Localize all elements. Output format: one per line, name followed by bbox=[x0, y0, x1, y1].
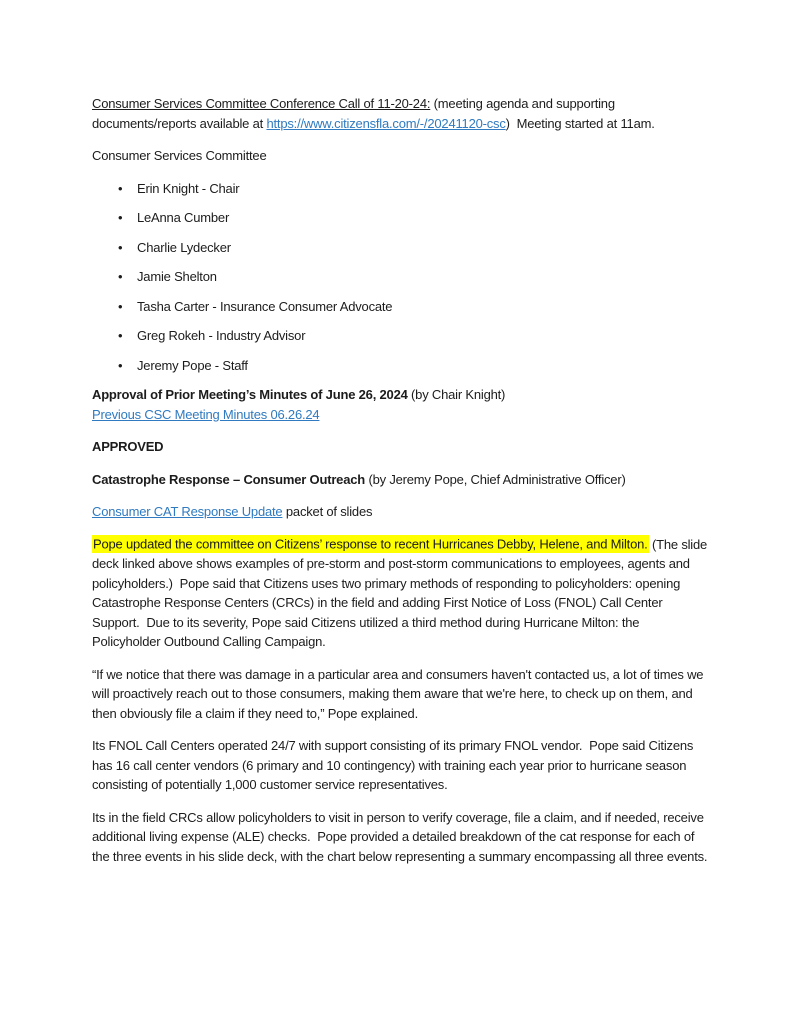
list-item bbox=[92, 238, 711, 258]
bullet-icon: • bbox=[118, 180, 123, 196]
meeting-title: Consumer Services Committee Conference Call of 11-20-24: bbox=[92, 96, 431, 111]
bullet-icon: • bbox=[118, 210, 123, 225]
highlighted-sentence: Pope updated the committee on Citizens’ response to recent Hurricanes Debby, Helene, and Milton. bbox=[93, 536, 648, 552]
committee-member-name: Jamie Shelton bbox=[137, 269, 217, 284]
list-item bbox=[92, 297, 711, 317]
list-item bbox=[92, 356, 711, 376]
committee-member-name: LeAnna Cumber bbox=[137, 210, 230, 225]
approval-heading-byline: (by Chair Knight) bbox=[407, 387, 506, 402]
list-item bbox=[92, 267, 711, 287]
previous-minutes-link[interactable]: Previous CSC Meeting Minutes 06.26.24 bbox=[92, 406, 320, 422]
cat-response-heading-paragraph bbox=[92, 470, 711, 490]
crc-paragraph: Its in the field CRCs allow policyholders to visit in person to verify coverage, file a claim, and if needed, receive additional living expense (ALE) checks. Pope provided a detailed breakdown of the cat response for each of the three events in his slide deck, with the chart below representing a summary encompassing all three events. bbox=[92, 809, 708, 864]
committee-member-name: Greg Rokeh - Industry Advisor bbox=[137, 328, 306, 343]
bullet-icon: • bbox=[118, 239, 123, 255]
header-intro-text: (meeting agenda and supporting documents/reports available at bbox=[92, 96, 619, 131]
committee-heading: Consumer Services Committee bbox=[92, 148, 267, 163]
packet-suffix-text: packet of slides bbox=[282, 504, 373, 519]
bullet-icon: • bbox=[118, 328, 123, 343]
header-paragraph bbox=[92, 94, 711, 133]
committee-member-name: Charlie Lydecker bbox=[137, 239, 231, 255]
list-item bbox=[92, 326, 711, 346]
cat-summary-text: (The slide deck linked above shows examples of pre-storm and post-storm communications to employees, agents and policyholders.) Pope said that Citizens uses two primary methods of responding to policyholders: opening Catastrophe Response Centers (CRCs) in the field and adding First Notice of Loss (FNOL) Call Center Support. Due to its severity, Pope said Citizens utilized a third method during Hurricane Milton: the Policyholder Outbound Calling Campaign. bbox=[92, 536, 711, 649]
cat-summary-paragraph bbox=[92, 535, 711, 652]
bullet-icon: • bbox=[118, 269, 123, 284]
pope-quote-paragraph: “If we notice that there was damage in a particular area and consumers haven't contacted us, a lot of times we will proactively reach out to those consumers, making them aware that we're here, to check up on them, and then obviously file a claim if they need to,” Pope explained. bbox=[92, 666, 707, 721]
approval-heading-paragraph bbox=[92, 385, 711, 424]
cat-response-heading: Catastrophe Response – Consumer Outreach bbox=[92, 471, 366, 487]
committee-member-name: Jeremy Pope - Staff bbox=[137, 357, 248, 373]
header-outro-text: ) Meeting started at 11am. bbox=[505, 115, 655, 131]
bullet-icon: • bbox=[118, 357, 123, 373]
bullet-icon: • bbox=[118, 298, 123, 314]
packet-paragraph bbox=[92, 502, 711, 522]
list-item bbox=[92, 179, 711, 199]
cat-response-heading-byline: (by Jeremy Pope, Chief Administrative Officer) bbox=[365, 471, 626, 487]
committee-members-list bbox=[92, 179, 711, 376]
committee-member-name: Tasha Carter - Insurance Consumer Advocate bbox=[137, 298, 393, 314]
cat-response-update-link[interactable]: Consumer CAT Response Update bbox=[92, 504, 283, 519]
list-item bbox=[92, 208, 711, 228]
agenda-url-link[interactable]: https://www.citizensfla.com/-/20241120-csc bbox=[266, 115, 506, 131]
approval-heading: Approval of Prior Meeting’s Minutes of June 26, 2024 bbox=[92, 387, 408, 402]
approved-status: APPROVED bbox=[92, 439, 164, 454]
committee-member-name: Erin Knight - Chair bbox=[137, 180, 240, 196]
fnol-paragraph: Its FNOL Call Centers operated 24/7 with support consisting of its primary FNOL vendor. Pope said Citizens has 16 call center vendors (6 primary and 10 contingency) with training each year prior to hurricane season consisting of potentially 1,000 customer service representatives. bbox=[92, 738, 697, 792]
